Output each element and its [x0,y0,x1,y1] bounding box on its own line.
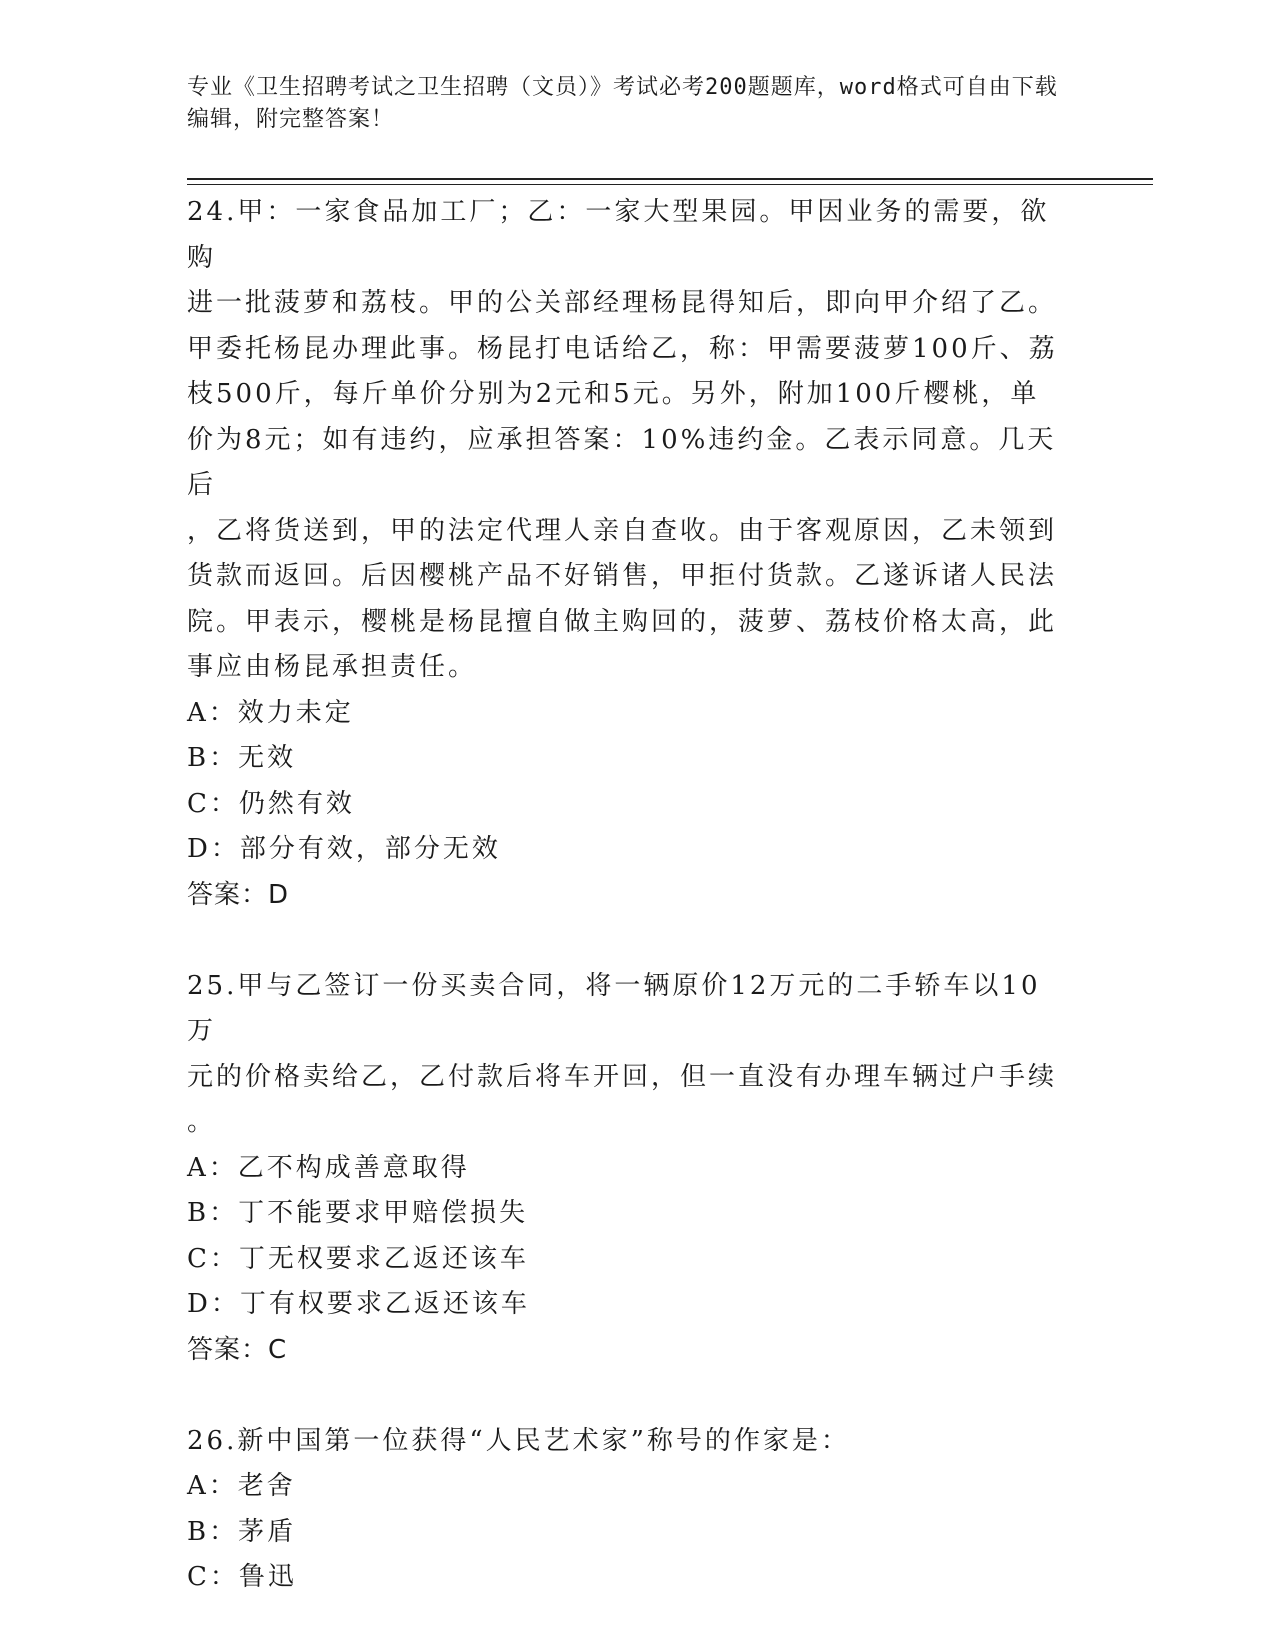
question-25 [187,964,1067,1374]
option-c: C：仍然有效 [187,788,355,819]
question-stem-line: 院。甲表示，樱桃是杨昆擅自做主购回的，菠萝、荔枝价格太高，此 [187,606,1058,637]
option-d: D：丁有权要求乙返还该车 [187,1289,530,1319]
option-b: B：茅盾 [187,1516,297,1547]
question-stem-line: ，乙将货送到，甲的法定代理人亲自查收。由于客观原因，乙未领到 [187,515,1058,546]
question-stem-line: 事应由杨昆承担责任。 [187,652,478,682]
question-stem-line: 甲委托杨昆办理此事。杨昆打电话给乙，称：甲需要菠萝100斤、荔 [187,333,1058,364]
question-stem-line: 24.甲：一家食品加工厂；乙：一家大型果园。甲因业务的需要，欲购 [187,197,1050,273]
question-stem-line: 25.甲与乙签订一份买卖合同，将一辆原价12万元的二手轿车以10万 [187,970,1041,1046]
question-list [187,190,1067,1601]
answer-label: 答案：C [187,1334,288,1365]
question-stem-line: 。 [187,1107,217,1137]
option-a: A：乙不构成善意取得 [187,1152,470,1183]
question-spacer [187,918,1067,964]
option-b: B：无效 [187,743,297,773]
header-rule-thick [187,178,1153,180]
question-stem-line: 货款而返回。后因樱桃产品不好销售，甲拒付货款。乙遂诉诸人民法 [187,561,1058,591]
question-stem-line: 元的价格卖给乙，乙付款后将车开回，但一直没有办理车辆过户手续 [187,1061,1058,1092]
question-24 [187,190,1067,918]
option-a: A：老舍 [187,1471,296,1501]
question-stem-line: 26.新中国第一位获得“人民艺术家”称号的作家是： [187,1425,850,1456]
question-stem-line: 进一批菠萝和荔枝。甲的公关部经理杨昆得知后，即向甲介绍了乙。 [187,288,1058,318]
header-rule-thin [187,184,1153,185]
question-stem-line: 价为8元；如有违约，应承担答案：10%违约金。乙表示同意。几天后 [187,424,1057,500]
option-c: C：鲁迅 [187,1562,297,1592]
option-d: D：部分有效，部分无效 [187,834,501,864]
page-header: 专业《卫生招聘考试之卫生招聘（文员）》考试必考200题题库，word格式可自由下载编辑，附完整答案！ [187,75,1058,132]
option-a: A：效力未定 [187,697,354,728]
answer-label: 答案：D [187,879,290,910]
option-b: B：丁不能要求甲赔偿损失 [187,1198,529,1228]
question-26 [187,1419,1067,1601]
question-stem-line: 枝500斤，每斤单价分别为2元和5元。另外，附加100斤樱桃，单 [187,379,1040,409]
option-c: C：丁无权要求乙返还该车 [187,1243,529,1274]
question-spacer [187,1373,1067,1419]
